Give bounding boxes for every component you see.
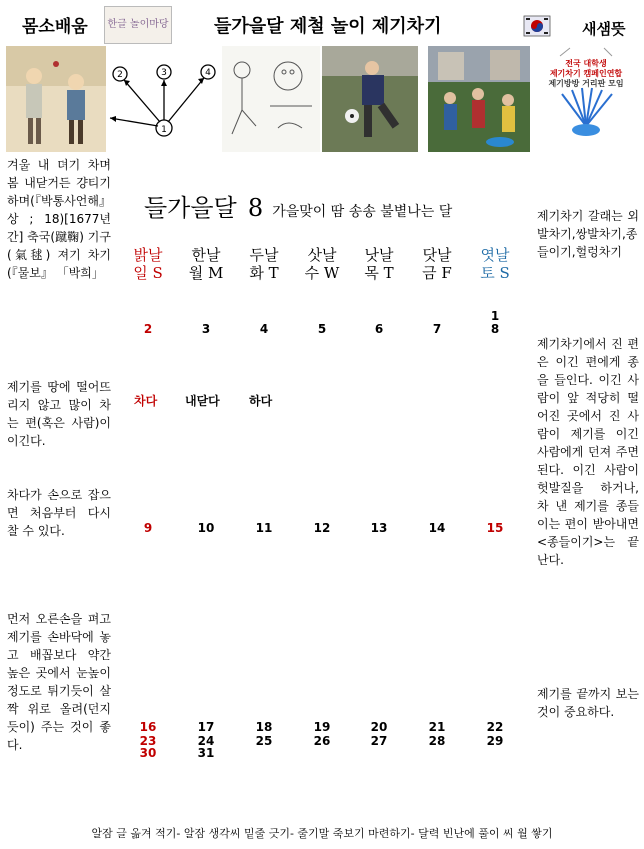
left-rule-text-1: 제기를 땅에 떨어뜨리지 않고 많이 차는 편(혹은 사람)이 이긴다. <box>7 380 111 448</box>
header-right-label: 새샘뜻 <box>582 20 626 38</box>
weekday-label: 엿날 <box>480 246 510 264</box>
weekday-label: 월 M <box>188 264 224 282</box>
hangul-logo: 한글 놀이마당 <box>104 6 172 44</box>
weekday-label: 목 T <box>364 264 394 282</box>
calendar-day: 13 <box>370 521 388 535</box>
calendar-day: 19 <box>313 720 331 734</box>
calendar-day: 27 <box>370 734 388 748</box>
calendar-month-name: 들가을달 <box>144 194 237 222</box>
calendar-day: 12 <box>313 521 331 535</box>
weekday-label: 화 T <box>249 264 279 282</box>
calendar-day: 7 <box>432 322 442 336</box>
calendar-day: 1 <box>490 309 500 323</box>
footer-instructions: 알잠 글 옮겨 적기- 알잠 생각씨 밑줄 긋기- 줄기말 죽보기 마련하기- 달력 빈난에 풀이 씨 월 쌓기 <box>91 827 553 840</box>
weekday-fri <box>412 246 462 282</box>
calendar-day: 21 <box>428 720 446 734</box>
calendar-day: 29 <box>486 734 504 748</box>
calendar-day: 10 <box>197 521 215 535</box>
weekday-label: 닷날 <box>422 246 452 264</box>
calendar-day: 4 <box>259 322 269 336</box>
calendar-title <box>144 188 452 223</box>
action-word: 하다 <box>249 394 273 408</box>
weekday-label: 밝날 <box>133 246 163 264</box>
calendar-day: 17 <box>197 720 215 734</box>
calendar-day: 6 <box>374 322 384 336</box>
left-rule-text-2: 차다가 손으로 잡으면 처음부터 다시 찰 수 있다. <box>7 488 111 538</box>
jegi-caption-1: 전국 대학생 <box>565 58 607 68</box>
weekday-label: 두날 <box>249 246 279 264</box>
calendar-month-number: 8 <box>247 194 264 222</box>
calendar-day: 15 <box>486 521 504 535</box>
jegi-caption-3: 제기방방 거리판 모임 <box>548 78 624 88</box>
calendar-day: 23 <box>139 734 157 748</box>
calendar-day: 22 <box>486 720 504 734</box>
weekday-mon <box>181 246 231 282</box>
weekday-wed <box>297 246 347 282</box>
sketch-jegi-figures <box>222 46 320 152</box>
weekday-label: 낫날 <box>364 246 394 264</box>
calendar-day: 5 <box>317 322 327 336</box>
header-left-label: 몸소배움 <box>22 17 88 37</box>
photo-outdoor-group-play <box>428 46 530 152</box>
svg-text:3: 3 <box>161 68 167 78</box>
emblem-icon <box>520 12 554 40</box>
weekday-sun <box>123 246 173 282</box>
diagram-kick-directions <box>108 46 220 152</box>
svg-text:1: 1 <box>161 125 167 135</box>
illustration-children-playing <box>6 46 106 152</box>
page-title: 들가을달 제철 놀이 제기차기 <box>214 16 442 37</box>
left-technique-text: 먼저 오른손을 펴고 제기를 손바닥에 놓고 배꼽보다 약간 높은 곳에서 눈높이 정도로 튀기듯이 살짝 위로 올려(던지듯이) 주는 것이 좋다. <box>7 612 111 752</box>
weekday-label: 토 S <box>480 264 510 282</box>
calendar-day: 11 <box>255 521 273 535</box>
weekday-label: 일 S <box>133 264 163 282</box>
calendar-day: 3 <box>201 322 211 336</box>
weekday-sat <box>470 246 520 282</box>
photo-boy-kicking <box>322 46 418 152</box>
calendar-day: 25 <box>255 734 273 748</box>
weekday-label: 한날 <box>191 246 221 264</box>
right-jongdeulgi-text: 제기차기에서 진 편은 이긴 편에게 종을 들인다. 이긴 사람이 앞 적당히 떨어진 곳에서 진 사람이 제기를 이긴 사람에게 던져 주면 된다. 이긴 사람이 헛발질을 하거나, 차 낸 제기를 종들이는 편이 받아내면 <종들이기>는 끝난다. <box>537 337 639 567</box>
svg-text:4: 4 <box>205 68 211 78</box>
calendar-day: 24 <box>197 734 215 748</box>
calendar-day: 18 <box>255 720 273 734</box>
jegi-product-card <box>532 46 640 152</box>
calendar-day: 14 <box>428 521 446 535</box>
weekday-label: 수 W <box>304 264 340 282</box>
calendar-day: 9 <box>143 521 153 535</box>
jegi-shuttlecock-icon <box>532 46 640 152</box>
calendar-day: 28 <box>428 734 446 748</box>
action-word: 차다 <box>134 394 158 408</box>
action-word: 내닫다 <box>185 394 220 408</box>
weekday-label: 금 F <box>422 264 452 282</box>
calendar-day: 8 <box>490 322 500 336</box>
right-tip-text: 제기를 끝까지 보는 것이 중요하다. <box>537 687 639 719</box>
calendar-day: 16 <box>139 720 157 734</box>
weekday-label: 삿날 <box>307 246 337 264</box>
calendar-day: 26 <box>313 734 331 748</box>
right-types-text: 제기차기 갈래는 외발차기,쌍발차기,종들이기,헐렁차기 <box>537 209 639 259</box>
jegi-caption-2: 제기차기 캠페인연합 <box>549 68 623 78</box>
calendar-day: 31 <box>197 746 215 760</box>
calendar-day: 2 <box>143 322 153 336</box>
left-history-text: 겨울 내 뎌기 차며 봄 내닫거든 걍티기 하며(『박통사언해』 상 ; 18)[1677년 간] 축국(蹴鞠) 기구(氣毬) 져기 차기(『물보』 「박희」 <box>7 158 111 280</box>
left-column <box>7 156 111 282</box>
weekday-tue <box>239 246 289 282</box>
weekday-thu <box>354 246 404 282</box>
svg-text:2: 2 <box>117 70 123 80</box>
calendar-day: 20 <box>370 720 388 734</box>
calendar-subtitle: 가을맞이 땀 송송 불볕나는 달 <box>272 204 453 220</box>
calendar-day: 30 <box>139 746 157 760</box>
